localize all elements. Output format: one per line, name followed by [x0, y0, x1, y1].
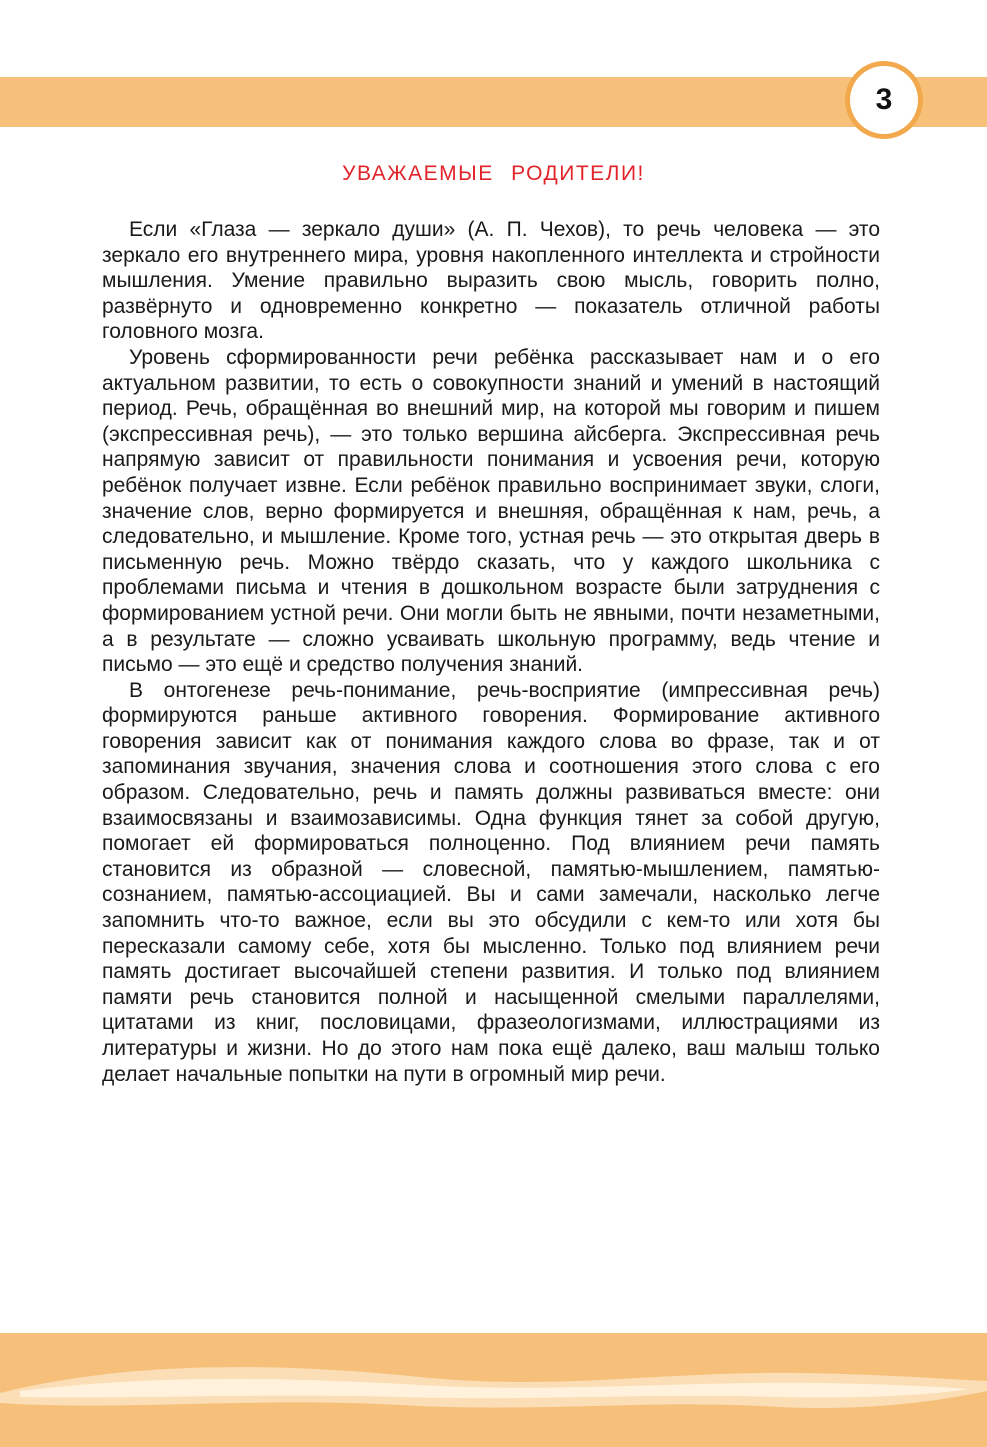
paragraph-1: Если «Глаза — зеркало души» (А. П. Чехов), то речь человека — это зеркало его внутреннего мира, уровня накопленного интеллекта и стройности мышления. Умение правильно выразить свою мысль, говорить полно, развёрнуто и одновременно конкретно — показатель отличной работы головного мозга.	[102, 218, 880, 344]
header-band	[0, 77, 987, 127]
footer-wave-decoration	[0, 1333, 987, 1447]
footer-band	[0, 1333, 987, 1447]
paragraph-2: Уровень сформированности речи ребёнка рассказывает нам и о его актуальном развитии, то есть о совокупности знаний и умений в настоящий период. Речь, обращённая во внешний мир, на которой мы говорим и пишем (экспрессивная речь), — это только вершина айсберга. Экспрессивная речь напрямую зависит от правильности понимания и усвоения речи, которую ребёнок получает извне. Если ребёнок правильно воспринимает звуки, слоги, значение слов, верно формируется и внешняя, обращённая к нам, речь, а следовательно, и мышление. Кроме того, устная речь — это открытая дверь в письменную речь. Можно твёрдо сказать, что у каждого школьника с проблемами письма и чтения в дошкольном возрасте были затруднения с формированием устной речи. Они могли быть не явными, почти незаметными, а в результате — сложно усваивать школьную программу, ведь чтение и письмо — это ещё и средство получения знаний.	[102, 345, 880, 677]
paragraph-3: В онтогенезе речь-понимание, речь-восприятие (импрессивная речь) формируются раньше активного говорения. Формирование активного говорения зависит как от понимания каждого слова во фразе, так и от запоминания звучания, значения слова и соотношения этого слова с его образом. Следовательно, речь и память должны развиваться вместе: они взаимосвязаны и взаимозависимы. Одна функция тянет за собой другую, помогает ей формироваться полноценно. Под влиянием речи память становится из образной — словесной, памятью-мышлением, памятью-сознанием, памятью-ассоциацией. Вы и сами замечали, насколько легче запомнить что-то важное, если вы это обсудили с кем-то или хотя бы пересказали самому себе, хотя бы мысленно. Только под влиянием речи память достигает высочайшей степени развития. И только под влиянием памяти речь становится полной и насыщенной смелыми параллелями, цитатами из книг, пословицами, фразеологизмами, иллюстрациями из литературы и жизни. Но до этого нам пока ещё далеко, ваш малыш только делает начальные попытки на пути в огромный мир речи.	[102, 678, 880, 1086]
page-title: УВАЖАЕМЫЕ РОДИТЕЛИ!	[342, 162, 645, 185]
body-text	[102, 217, 880, 1087]
page-number-badge: 3	[850, 66, 918, 134]
